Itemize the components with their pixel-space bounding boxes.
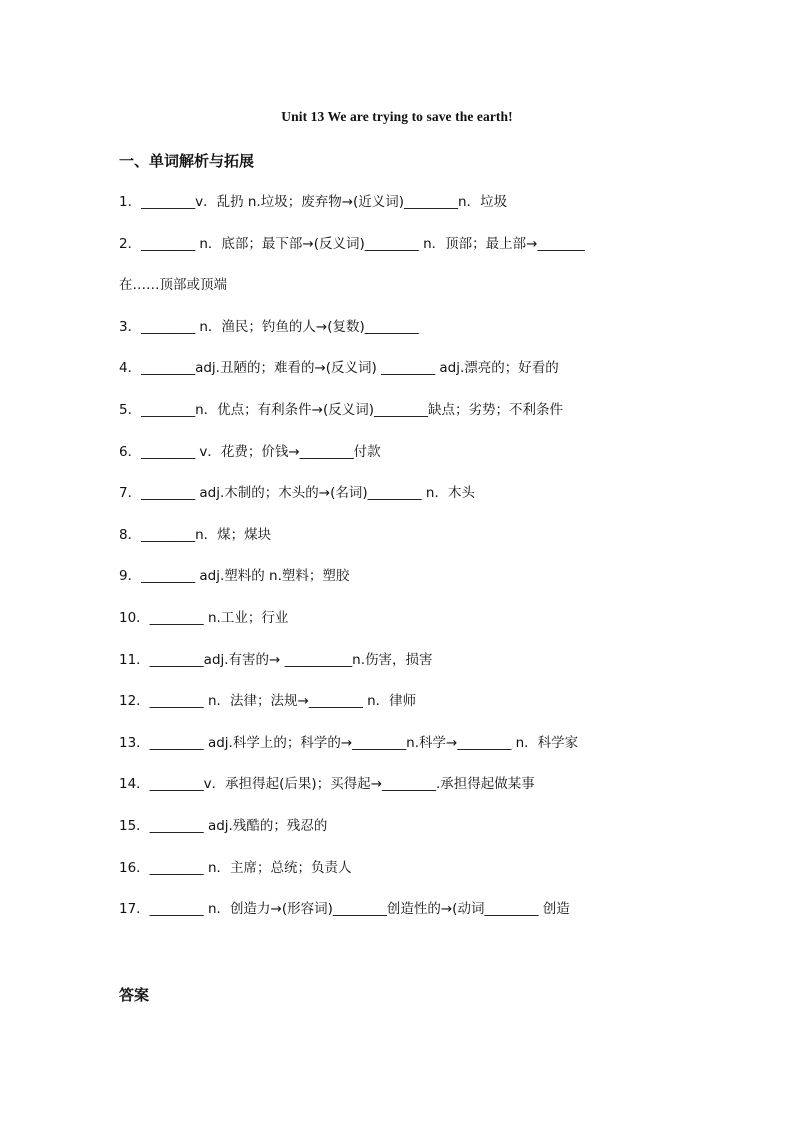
exercise-line-7: 7．________ adj.木制的；木头的→(名词)________ n．木头 <box>119 485 475 502</box>
exercise-list <box>119 192 689 941</box>
exercise-line-2-continued: 在……顶部或顶端 <box>119 277 227 294</box>
exercise-line-2: 2．________ n．底部；最下部→(反义词)________ n．顶部；最上部→_______ <box>119 235 585 252</box>
exercise-line-4: 4．________adj.丑陋的；难看的→(反义词) ________ adj.漂亮的；好看的 <box>119 360 559 377</box>
exercise-line-13: 13．________ adj.科学上的；科学的→________n.科学→________ n．科学家 <box>119 734 579 751</box>
section-heading: 一、单词解析与拓展 <box>119 152 255 170</box>
exercise-line-12: 12．________ n．法律；法规→________ n．律师 <box>119 693 417 710</box>
exercise-line-11: 11．________adj.有害的→ __________n.伤害，损害 <box>119 651 433 668</box>
answer-heading: 答案 <box>119 986 150 1004</box>
exercise-line-3: 3．________ n．渔民；钓鱼的人→(复数)________ <box>119 318 419 335</box>
exercise-line-10: 10．________ n.工业；行业 <box>119 609 289 626</box>
exercise-line-5: 5．________n．优点；有利条件→(反义词)________缺点；劣势；不利条件 <box>119 401 563 418</box>
exercise-line-1: 1．________v．乱扔 n.垃圾；废弃物→(近义词)________n．垃圾 <box>119 194 508 210</box>
exercise-line-16: 16．________ n．主席；总统；负责人 <box>119 859 352 876</box>
exercise-line-14: 14．________v．承担得起(后果)；买得起→________.承担得起做某事 <box>119 776 535 793</box>
exercise-line-8: 8．________n．煤；煤块 <box>119 526 272 543</box>
exercise-line-9: 9．________ adj.塑料的 n.塑料；塑胶 <box>119 568 350 585</box>
exercise-line-15: 15．________ adj.残酷的；残忍的 <box>119 817 328 834</box>
exercise-line-17: 17．________ n．创造力→(形容词)________创造性的→(动词________ 创造 <box>119 901 570 918</box>
document-title: Unit 13 We are trying to save the earth! <box>281 109 513 124</box>
exercise-line-6: 6．________ v．花费；价钱→________付款 <box>119 443 381 460</box>
